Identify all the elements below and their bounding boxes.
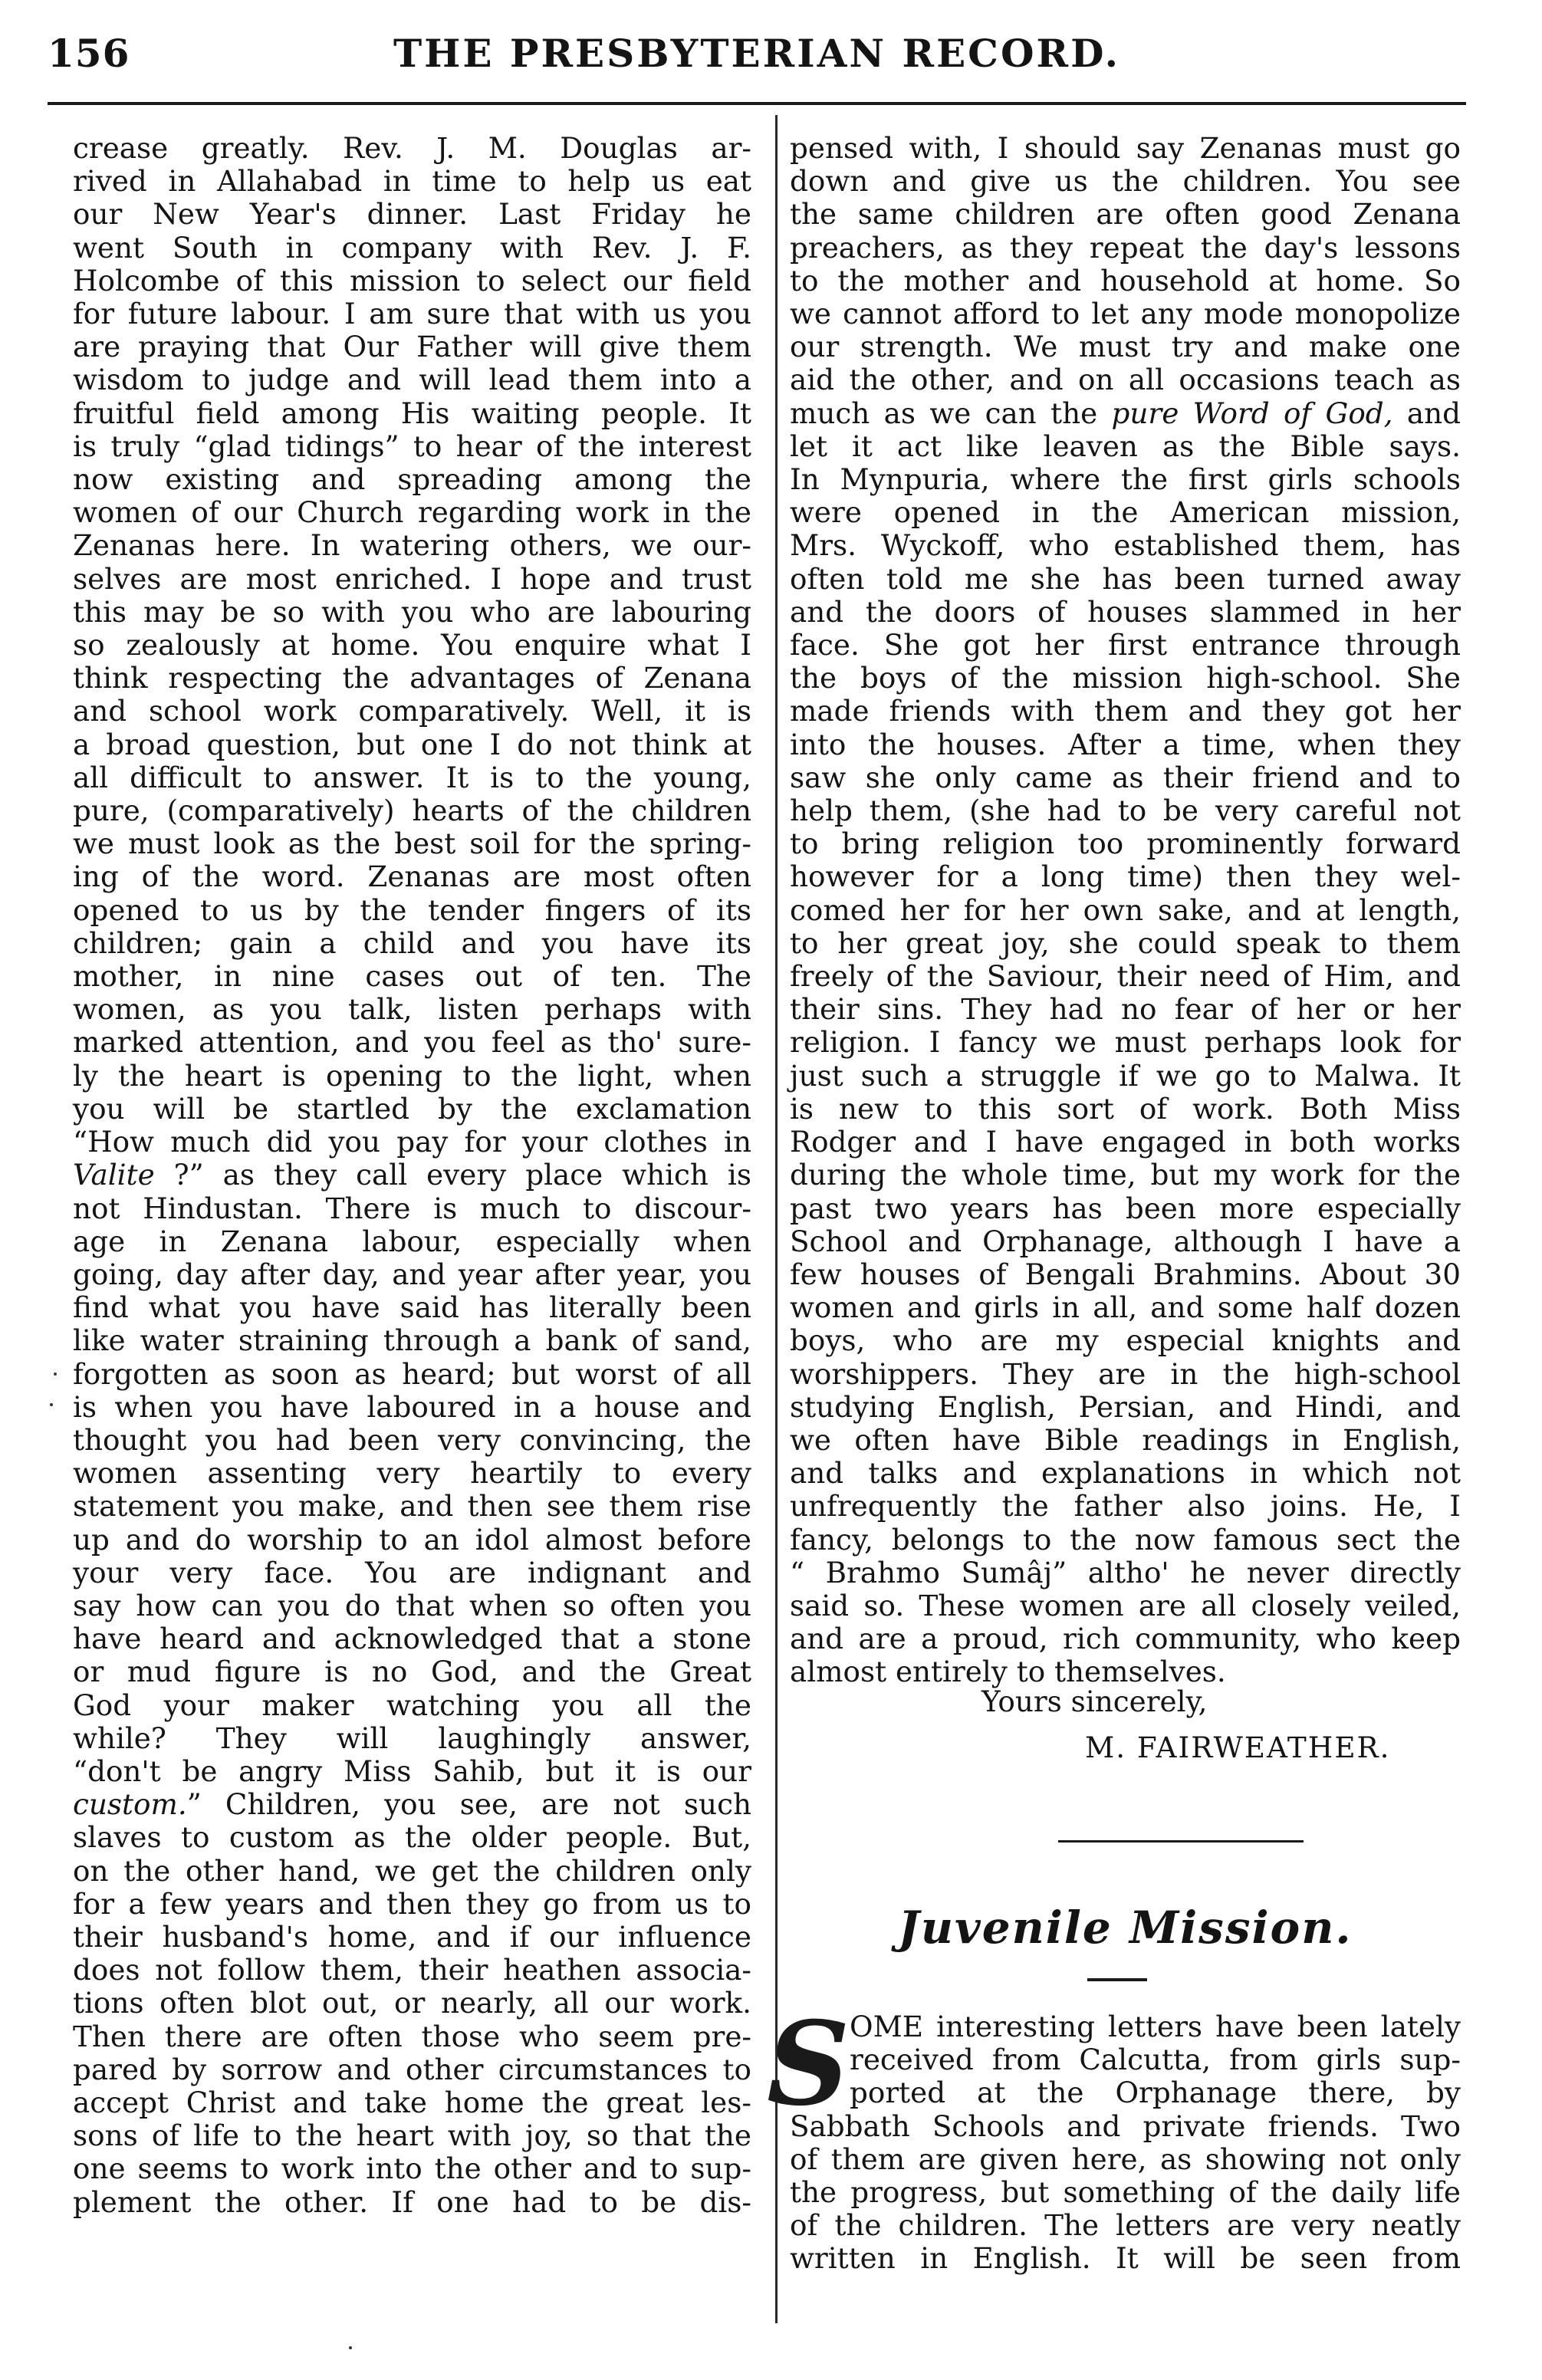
- text-line: so zealously at home. You enquire what I: [73, 628, 751, 662]
- text-line: help them, (she had to be very careful not: [790, 794, 1461, 828]
- emphasis: custom.: [73, 1787, 187, 1822]
- text-line: boys, who are my especial knights and: [790, 1323, 1461, 1358]
- text-line: and school work comparatively. Well, it is: [73, 694, 751, 728]
- text-line: face. She got her first entrance through: [790, 628, 1461, 662]
- text-line: we cannot afford to let any mode monopolize: [790, 297, 1461, 331]
- text-line: all difficult to answer. It is to the young,: [73, 760, 751, 794]
- closing-salutation: Yours sincerely,: [981, 1685, 1208, 1718]
- text-line: we must look as the best soil for the spring-: [73, 827, 751, 861]
- text-line: a broad question, but one I do not think at: [73, 727, 751, 761]
- text-line: however for a long time) then they wel-: [790, 860, 1461, 894]
- text-line: think respecting the advantages of Zenana: [73, 661, 751, 695]
- text-line: much as we can the pure Word of God, and: [790, 396, 1461, 430]
- text-line: the same children are often good Zenana: [790, 197, 1461, 232]
- text-line: tions often blot out, or nearly, all our work.: [73, 1986, 751, 2020]
- print-speck: [50, 1403, 53, 1406]
- text-line: to bring religion too prominently forward: [790, 827, 1461, 861]
- text-line: or mud figure is no God, and the Great: [73, 1655, 751, 1689]
- text-line: comed her for her own sake, and at length,: [790, 893, 1461, 927]
- text-line: rived in Allahabad in time to help us eat: [73, 164, 751, 199]
- text-line: have heard and acknowledged that a stone: [73, 1622, 751, 1656]
- text-line: God your maker watching you all the: [73, 1688, 751, 1722]
- text-line: during the whole time, but my work for the: [790, 1158, 1461, 1192]
- text-line: said so. These women are all closely veiled,: [790, 1588, 1461, 1622]
- text-line: wisdom to judge and will lead them into a: [73, 363, 751, 397]
- text-line: opened to us by the tender fingers of its: [73, 893, 751, 927]
- text-line: “don't be angry Miss Sahib, but it is our: [73, 1754, 751, 1788]
- text-line: crease greatly. Rev. J. M. Douglas ar-: [73, 131, 751, 165]
- text-line: religion. I fancy we must perhaps look for: [790, 1025, 1461, 1060]
- emphasis: pure Word of God,: [1111, 396, 1393, 430]
- text-line: and are a proud, rich community, who keep: [790, 1622, 1461, 1656]
- text-line: their sins. They had no fear of her or her: [790, 992, 1461, 1027]
- text-line: is truly “glad tidings” to hear of the interest: [73, 429, 751, 463]
- text-line: slaves to custom as the older people. But,: [73, 1820, 751, 1855]
- text-line: ported at the Orphanage there, by: [850, 2076, 1461, 2110]
- text-line: women of our Church regarding work in the: [73, 495, 751, 530]
- text-line: women and girls in all, and some half dozen: [790, 1290, 1461, 1325]
- text-line: few houses of Bengali Brahmins. About 30: [790, 1257, 1461, 1291]
- print-speck: [349, 2346, 352, 2349]
- text-line: the progress, but something of the daily life: [790, 2175, 1461, 2210]
- text-line: studying English, Persian, and Hindi, and: [790, 1389, 1461, 1424]
- text-line: and the doors of houses slammed in her: [790, 594, 1461, 629]
- text-line: pared by sorrow and other circumstances to: [73, 2052, 751, 2086]
- text-line: age in Zenana labour, especially when: [73, 1224, 751, 1258]
- juvenile-mission-text: [790, 2010, 1461, 2276]
- text-line: we often have Bible readings in English,: [790, 1422, 1461, 1457]
- text-line: you will be startled by the exclamation: [73, 1091, 751, 1126]
- text-line: went South in company with Rev. J. F.: [73, 230, 751, 265]
- text-line: ing of the word. Zenanas are most often: [73, 860, 751, 894]
- text-line: now existing and spreading among the: [73, 462, 751, 497]
- text-line: sons of life to the heart with joy, so that the: [73, 2119, 751, 2153]
- text-line: thought you had been very convincing, the: [73, 1422, 751, 1457]
- text-line: is new to this sort of work. Both Miss: [790, 1091, 1461, 1126]
- text-line: while? They will laughingly answer,: [73, 1721, 751, 1755]
- text-line: just such a struggle if we go to Malwa. It: [790, 1058, 1461, 1093]
- text-line: find what you have said has literally been: [73, 1290, 751, 1325]
- text-line: aid the other, and on all occasions teach as: [790, 363, 1461, 397]
- text-line: Zenanas here. In watering others, we our-: [73, 528, 751, 563]
- text-line: down and give us the children. You see: [790, 164, 1461, 199]
- text-line: Rodger and I have engaged in both works: [790, 1125, 1461, 1159]
- text-line: into the houses. After a time, when they: [790, 727, 1461, 761]
- text-line: OME interesting letters have been lately: [850, 2010, 1461, 2043]
- text-line: marked attention, and you feel as tho' sure-: [73, 1025, 751, 1060]
- print-speck: [54, 1372, 57, 1376]
- text-line: custom.” Children, you see, are not such: [73, 1787, 751, 1822]
- text-line: forgotten as soon as heard; but worst of all: [73, 1356, 751, 1391]
- section-rule: [1058, 1840, 1304, 1843]
- emphasis: Valite: [73, 1158, 155, 1192]
- text-line: of them are given here, as showing not only: [790, 2142, 1461, 2176]
- text-line: made friends with them and they got her: [790, 694, 1461, 728]
- text-line: let it act like leaven as the Bible says.: [790, 429, 1461, 463]
- text-line: preachers, as they repeat the day's lessons: [790, 230, 1461, 265]
- text-line: Valite ?” as they call every place which is: [73, 1158, 751, 1192]
- text-line: statement you make, and then see them rise: [73, 1489, 751, 1524]
- text-line: accept Christ and take home the great les-: [73, 2085, 751, 2119]
- text-line: their husband's home, and if our influence: [73, 1919, 751, 1954]
- text-line: for future labour. I am sure that with us you: [73, 297, 751, 331]
- text-line: the boys of the mission high-school. She: [790, 661, 1461, 695]
- text-line: women assenting very heartily to every: [73, 1456, 751, 1491]
- text-line: of the children. The letters are very neatly: [790, 2208, 1461, 2243]
- text-line: women, as you talk, listen perhaps with: [73, 992, 751, 1027]
- text-line: going, day after day, and year after year, you: [73, 1257, 751, 1291]
- text-line: unfrequently the father also joins. He, I: [790, 1489, 1461, 1524]
- text-line: for a few years and then they go from us to: [73, 1886, 751, 1921]
- text-line: say how can you do that when so often you: [73, 1588, 751, 1622]
- text-line: your very face. You are indignant and: [73, 1555, 751, 1589]
- title-underline: [1087, 1978, 1147, 1981]
- text-line: pensed with, I should say Zenanas must go: [790, 131, 1461, 165]
- text-line: on the other hand, we get the children only: [73, 1853, 751, 1888]
- text-line: School and Orphanage, although I have a: [790, 1224, 1461, 1258]
- text-line: this may be so with you who are labouring: [73, 594, 751, 629]
- journal-title: THE PRESBYTERIAN RECORD.: [393, 31, 1121, 76]
- text-line: our New Year's dinner. Last Friday he: [73, 197, 751, 232]
- page-header: [48, 31, 1466, 84]
- page-number: 156: [48, 31, 130, 76]
- text-line: written in English. It will be seen from: [790, 2241, 1461, 2276]
- text-line: pure, (comparatively) hearts of the children: [73, 794, 751, 828]
- text-line: are praying that Our Father will give them: [73, 330, 751, 364]
- text-line: received from Calcutta, from girls sup-: [850, 2043, 1461, 2077]
- section-title: Juvenile Mission.: [898, 1902, 1353, 1954]
- drop-cap: S: [767, 1997, 850, 2132]
- text-line: plement the other. If one had to be dis-: [73, 2184, 751, 2219]
- text-line: to her great joy, she could speak to them: [790, 925, 1461, 960]
- text-line: to the mother and household at home. So: [790, 263, 1461, 298]
- text-line: mother, in nine cases out of ten. The: [73, 959, 751, 994]
- text-line: worshippers. They are in the high-school: [790, 1356, 1461, 1391]
- text-line: Mrs. Wyckoff, who established them, has: [790, 528, 1461, 563]
- text-line: freely of the Saviour, their need of Him, and: [790, 959, 1461, 994]
- text-line: “ Brahmo Sumâj” altho' he never directly: [790, 1555, 1461, 1589]
- text-line: “How much did you pay for your clothes in: [73, 1125, 751, 1159]
- text-line: and talks and explanations in which not: [790, 1456, 1461, 1491]
- text-line: does not follow them, their heathen associa-: [73, 1953, 751, 1987]
- text-line: like water straining through a bank of sand,: [73, 1323, 751, 1358]
- text-line: In Mynpuria, where the first girls schools: [790, 462, 1461, 497]
- text-line: Holcombe of this mission to select our field: [73, 263, 751, 298]
- text-line: fruitful field among His waiting people. It: [73, 396, 751, 430]
- text-line: one seems to work into the other and to sup-: [73, 2152, 751, 2186]
- header-rule: [48, 102, 1466, 105]
- text-line: up and do worship to an idol almost before: [73, 1522, 751, 1557]
- text-line: often told me she has been turned away: [790, 561, 1461, 596]
- text-line: were opened in the American mission,: [790, 495, 1461, 530]
- text-line: saw she only came as their friend and to: [790, 760, 1461, 794]
- text-line: almost entirely to themselves.: [790, 1655, 1226, 1689]
- text-line: Sabbath Schools and private friends. Two: [790, 2109, 1461, 2143]
- text-line: selves are most enriched. I hope and trust: [73, 561, 751, 596]
- column-divider: [775, 115, 778, 2323]
- text-line: children; gain a child and you have its: [73, 925, 751, 960]
- signature: M. FAIRWEATHER.: [1085, 1731, 1391, 1764]
- text-line: our strength. We must try and make one: [790, 330, 1461, 364]
- text-line: ly the heart is opening to the light, when: [73, 1058, 751, 1093]
- text-line: fancy, belongs to the now famous sect the: [790, 1522, 1461, 1557]
- left-column: [73, 132, 751, 2219]
- text-line: past two years has been more especially: [790, 1191, 1461, 1225]
- text-line: is when you have laboured in a house and: [73, 1389, 751, 1424]
- text-line: not Hindustan. There is much to discour-: [73, 1191, 751, 1225]
- text-line: Then there are often those who seem pre-: [73, 2019, 751, 2053]
- right-column: [790, 132, 1461, 1689]
